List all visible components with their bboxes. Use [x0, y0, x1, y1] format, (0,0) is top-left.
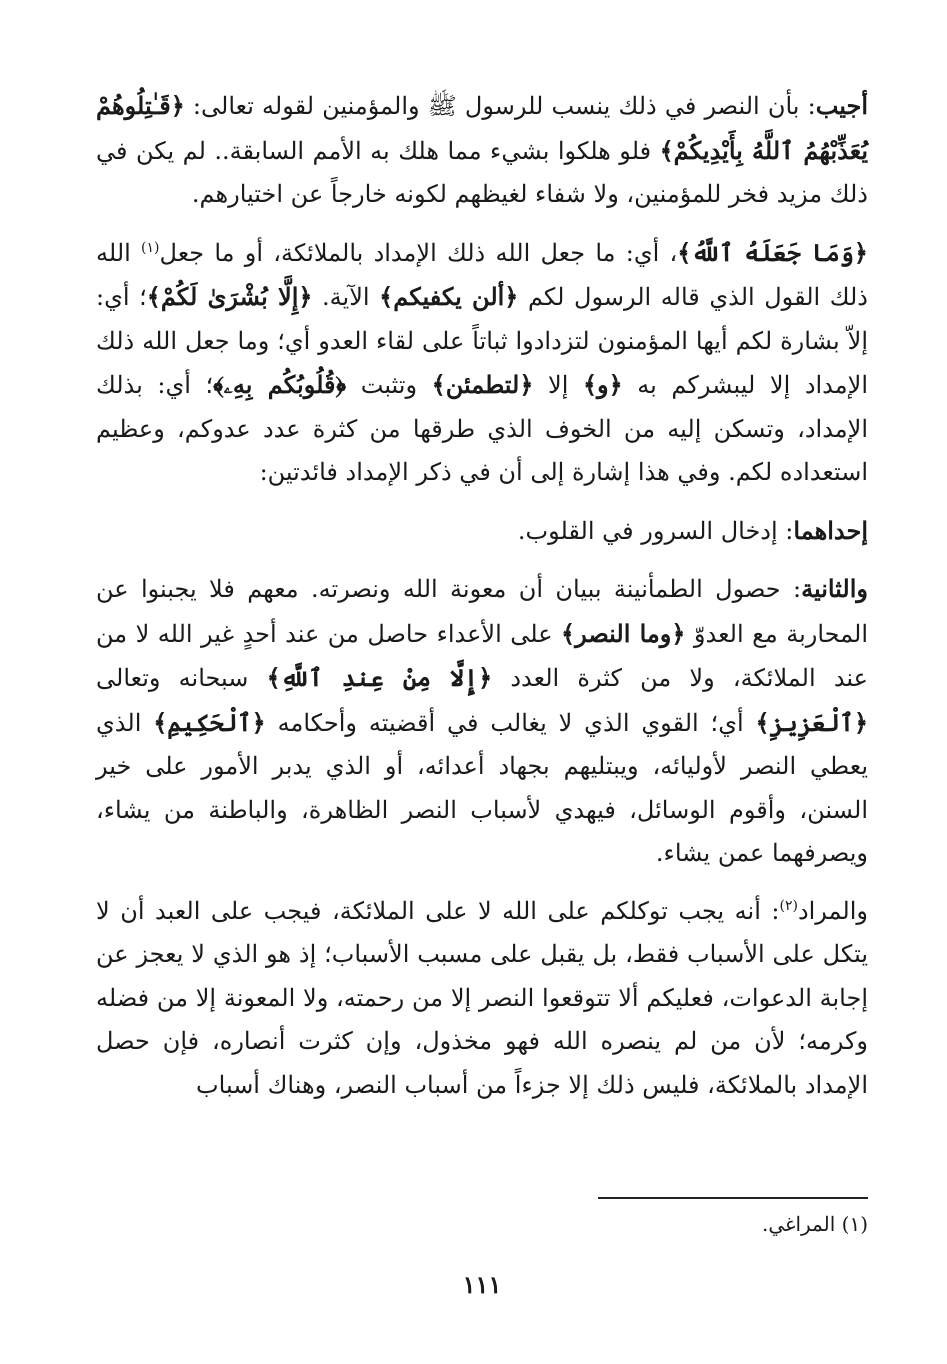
- text-run: ؛ أي: إلاّ بشارة لكم أيها المؤمنون لتزدادوا ثباتاً على لقاء العدو أي؛ وما جعل الله ذلك الإمداد إلا ليبشركم به: [96, 283, 868, 399]
- quran-quote: ﴿وَمَا جَعَلَهُ ٱللَّهُ﴾: [677, 237, 868, 267]
- footnote-text: المراغي.: [761, 1212, 836, 1236]
- quran-quote: ﴿إِلَّا بُشْرَىٰ لَكُمْ﴾: [146, 282, 313, 311]
- quran-quote: ﴿لتطمئن﴾: [431, 370, 534, 399]
- text-run: والمراد: [797, 896, 868, 925]
- paragraph-1: [96, 84, 868, 217]
- paragraph-3: [96, 509, 868, 554]
- text-run: ؛ أي: بذلك الإمداد، وتسكن إليه من الخوف الذي طرقها من كثرة عدد عدوكم، وعظيم استعداده لكم. وفي هذا إشارة إلى أن في ذكر الإمداد فائدتين:: [96, 371, 868, 486]
- footnote: [762, 1212, 868, 1236]
- quran-quote: ﴿ٱلْحَكِيمِ﴾: [153, 707, 266, 737]
- quran-quote: ﴿قَـٰتِلُوهُمْ يُعَذِّبْهُمُ ٱللَّهُ بِأَيْدِيكُمْ﴾: [96, 91, 868, 165]
- text-run: : حصول الطمأنينة ببيان أن معونة الله ونصرته. معهم فلا يجبنوا عن المحاربة مع العدوّ: [96, 575, 869, 648]
- quran-quote: ﴿ٱلْعَزِيزِ﴾: [755, 707, 868, 737]
- text-run: الله ذلك القول الذي قاله الرسول لكم: [96, 238, 868, 311]
- text-run: وتثبت: [346, 371, 432, 399]
- text-run: سبحانه وتعالى: [96, 664, 267, 692]
- page-number: ١١١: [462, 1270, 502, 1299]
- lead-word: أجيب: [815, 91, 868, 120]
- footnote-ref: (٢): [779, 897, 798, 914]
- lead-word: إحداهما: [793, 515, 868, 545]
- quran-quote: ﴿و﴾: [582, 370, 623, 399]
- text-run: الذي يعطي النصر لأوليائه، ويبتليهم بجهاد أعدائه، أو الذي يدبر الأمور على خير السنن، وأقوم الوسائل، فيهدي لأسباب النصر الظاهرة، والباطنة من يشاء، ويصرفهما عمن يشاء.: [96, 708, 868, 867]
- quran-quote: ﴿قُلُوبُكُم بِهِۦ﴾: [213, 370, 347, 399]
- text-run: : إدخال السرور في القلوب.: [517, 516, 794, 545]
- text-run: أي؛ القوي الذي لا يغالب في أقضيته وأحكامه: [265, 708, 756, 737]
- quran-quote: ﴿إِلَّا مِنْ عِندِ ٱللَّهِ﴾: [266, 663, 493, 692]
- text-run: : بأن النصر في ذلك ينسب للرسول ﷺ والمؤمنين لقوله تعالى:: [184, 92, 816, 120]
- quran-quote: ﴿وما النصر﴾: [561, 618, 686, 648]
- quran-quote: ﴿ألن يكفيكم﴾: [379, 282, 519, 311]
- text-run: فلو هلكوا بشيء مما هلك به الأمم السابقة.. لم يكن في ذلك مزيد فخر للمؤمنين، ولا شفاء لغيظهم لكونه خارجاً عن اختيارهم.: [96, 136, 868, 208]
- paragraph-5: [96, 890, 868, 1108]
- paragraph-4: [96, 567, 868, 876]
- page-body: [96, 84, 869, 1299]
- footnote-number: (١): [841, 1212, 868, 1236]
- text-run: : أنه يجب توكلكم على الله لا على الملائكة، فيجب على العبد أن لا يتكل على الأسباب فقط، بل يقبل على مسبب الأسباب؛ إذ هو الذي لا يعجز عن إجابة الدعوات، فعليكم ألا تتوقعوا النصر إلا من رحمته، ولا المعونة إلا من فضله وكرمه؛ لأن من لم ينصره الله فهو مخذول، وإن كثرت أنصاره، فإن حصل الإمداد بالملائكة، فليس ذلك إلا جزءاً من أسباب النصر، وهناك أسباب: [96, 896, 869, 1099]
- paragraph-2: [96, 231, 868, 495]
- text-run: على الأعداء حاصل من عند أحدٍ غير الله لا من عند الملائكة، ولا من كثرة العدد: [96, 619, 868, 692]
- footnote-divider: [598, 1197, 868, 1199]
- footnote-ref: (١): [141, 239, 160, 256]
- text-run: ، أي: ما جعل الله ذلك الإمداد بالملائكة، أو ما جعل: [159, 238, 678, 267]
- text-run: إلا: [533, 371, 583, 399]
- lead-word: والثانية: [801, 574, 868, 603]
- text-run: الآية.: [312, 283, 380, 311]
